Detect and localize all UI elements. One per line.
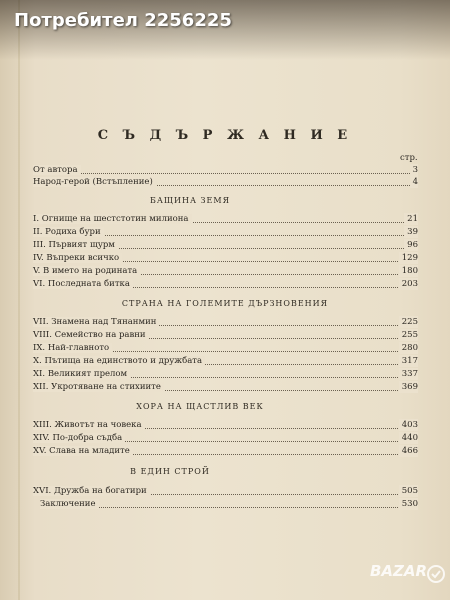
toc-entry-page: 466 — [399, 445, 418, 457]
toc-entry-title: X. Пътища на единството и дружбата — [33, 356, 205, 366]
toc-entry-title: III. Първият щурм — [33, 240, 118, 250]
toc-entry-page: 337 — [399, 368, 418, 380]
toc-entry — [33, 432, 418, 444]
toc-entry-title: XIII. Животът на човека — [33, 420, 145, 430]
toc-entry-title: XIV. По-добра съдба — [33, 433, 125, 443]
toc-entry — [33, 252, 418, 264]
toc-entry-title: Заключение — [40, 499, 99, 509]
page-title: С Ъ Д Ъ Р Ж А Н И Е — [97, 128, 353, 143]
toc-entry — [40, 498, 418, 510]
toc-entry-title: IX. Най-главното — [33, 343, 112, 353]
banner-username: Потребител 2256225 — [14, 10, 232, 31]
toc-entry-page: 3 — [410, 164, 418, 176]
toc-entry — [33, 445, 418, 457]
toc-entry — [33, 265, 418, 277]
toc-entry-title: VI. Последната битка — [33, 279, 133, 289]
toc-entry-page: 505 — [399, 485, 418, 497]
toc-entry-page: 403 — [399, 419, 418, 431]
toc-entry-page: 39 — [404, 226, 418, 238]
toc-entry-title: IV. Въпреки всичко — [33, 253, 122, 263]
toc-entry — [33, 226, 418, 238]
toc-entry — [33, 419, 418, 431]
section-heading: БАЩИНА ЗЕМЯ — [149, 196, 231, 205]
section-heading: СТРАНА НА ГОЛЕМИТЕ ДЪРЗНОВЕНИЯ — [121, 299, 329, 308]
toc-entry-title: I. Огнище на шестстотин милиона — [33, 214, 192, 224]
toc-entry-page: 369 — [399, 381, 418, 393]
toc-entry-page: 225 — [399, 316, 418, 328]
toc-entry — [33, 239, 418, 251]
toc-entry-page: 440 — [399, 432, 418, 444]
toc-entry-title: XII. Укротяване на стихиите — [33, 382, 164, 392]
toc-entry — [33, 355, 418, 367]
toc-entry-title: VIII. Семейство на равни — [33, 330, 149, 340]
section-heading: ХОРА НА ЩАСТЛИВ ВЕК — [136, 402, 264, 411]
toc-entry-title: XVI. Дружба на богатири — [33, 486, 150, 496]
toc-entry-page: 203 — [399, 278, 418, 290]
toc-entry — [33, 485, 418, 497]
toc-entry-title: Народ-герой (Встъпление) — [33, 177, 156, 187]
toc-entry-page: 21 — [404, 213, 418, 225]
toc-entry-title: II. Родиха бури — [33, 227, 104, 237]
toc-entry-title: V. В името на родината — [33, 266, 140, 276]
toc-entry — [33, 164, 418, 176]
toc-entry-page: 280 — [399, 342, 418, 354]
page-column-label: стр. — [400, 153, 418, 163]
toc-entry — [33, 316, 418, 328]
user-banner — [0, 0, 450, 60]
watermark-logo — [362, 556, 446, 592]
section-heading: В ЕДИН СТРОЙ — [130, 467, 210, 476]
toc-entry-page: 4 — [410, 176, 418, 188]
toc-entry-title: От автора — [33, 165, 81, 175]
toc-entry — [33, 278, 418, 290]
toc-entry — [33, 176, 418, 188]
toc-entry-title: XV. Слава на младите — [33, 446, 133, 456]
toc-entry-page: 129 — [399, 252, 418, 264]
toc-entry — [33, 368, 418, 380]
toc-entry — [33, 213, 418, 225]
toc-entry-page: 530 — [399, 498, 418, 510]
toc-entry — [33, 381, 418, 393]
toc-entry — [33, 329, 418, 341]
toc-entry-page: 180 — [399, 265, 418, 277]
toc-entry-title: XI. Великият прелом — [33, 369, 130, 379]
toc-entry — [33, 342, 418, 354]
toc-entry-page: 255 — [399, 329, 418, 341]
toc-entry-title: VII. Знамена над Тянанмин — [33, 317, 159, 327]
toc-entry-page: 317 — [399, 355, 418, 367]
toc-entry-page: 96 — [404, 239, 418, 251]
watermark-text: BAZAR — [370, 562, 428, 580]
